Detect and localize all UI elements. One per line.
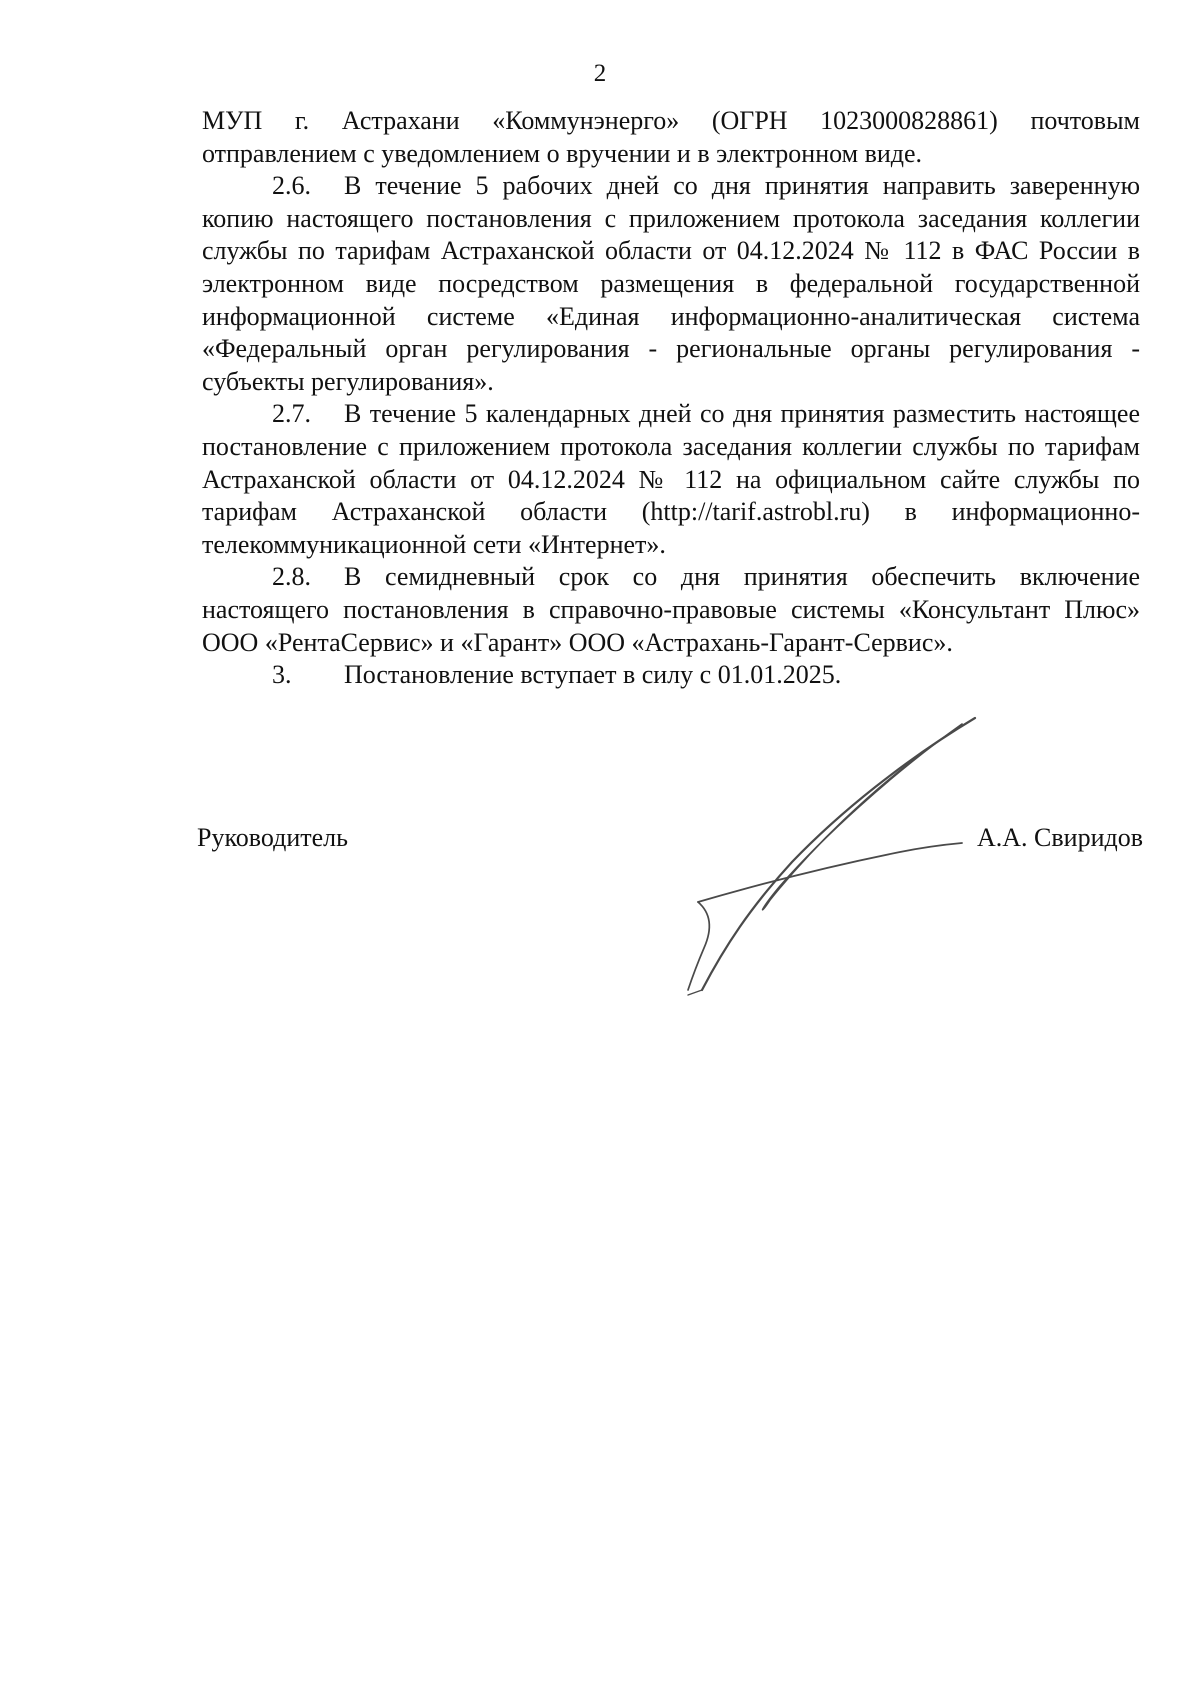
signature-stroke-cross [698, 843, 962, 902]
paragraph-text: Постановление вступает в силу с 01.01.2025. [344, 660, 842, 690]
paragraph-text: В течение 5 рабочих дней со дня принятия направить заверенную копию настоящего постановления с приложением протокола заседания коллегии службы по тарифам Астраханской области от 04.12.2024 № 112 в ФАС России в электронном виде посредством размещения в федеральной государственной информационной системе «Единая информационно-аналитическая система «Федеральный орган регулирования - региональные органы регулирования - субъекты регулирования». [202, 171, 1140, 396]
paragraph-2-8 [202, 561, 1140, 659]
paragraph-3 [202, 659, 1140, 692]
paragraph-2-7 [202, 398, 1140, 561]
paragraph-text: В течение 5 календарных дней со дня принятия разместить настоящее постановление с приложением протокола заседания коллегии службы по тарифам Астраханской области от 04.12.2024 № 112 на официальном сайте службы по тарифам Астраханской области (http://tarif.astrobl.ru) в информационно-телекоммуникационной сети «Интернет». [202, 399, 1140, 559]
paragraph-number: 2.7. [272, 399, 311, 429]
signature-stroke-tail [688, 990, 702, 995]
paragraph-2-6 [202, 170, 1140, 398]
paragraph-continuation [202, 105, 1140, 170]
paragraph-text: В семидневный срок со дня принятия обеспечить включение настоящего постановления в справочно-правовые системы «Консультант Плюс» ООО «РентаСервис» и «Гарант» ООО «Астрахань-Гарант-Сервис». [202, 562, 1140, 657]
document-body [202, 105, 1140, 692]
signature-stroke-hook [688, 902, 709, 990]
page-number: 2 [593, 60, 607, 87]
paragraph-number: 2.8. [272, 562, 311, 592]
paragraph-number: 3. [272, 660, 292, 690]
signatory-name: А.А. Свиридов [976, 823, 1143, 852]
paragraph-number: 2.6. [272, 171, 311, 201]
signature-strokes [688, 718, 975, 995]
signature-stroke-loop [763, 724, 962, 910]
signature-stroke-main [702, 718, 975, 990]
signatory-role: Руководитель [197, 823, 348, 852]
paragraph-text: МУП г. Астрахани «Коммунэнерго» (ОГРН 1023000828861) почтовым отправлением с уведомлением о вручении и в электронном виде. [202, 106, 1140, 168]
